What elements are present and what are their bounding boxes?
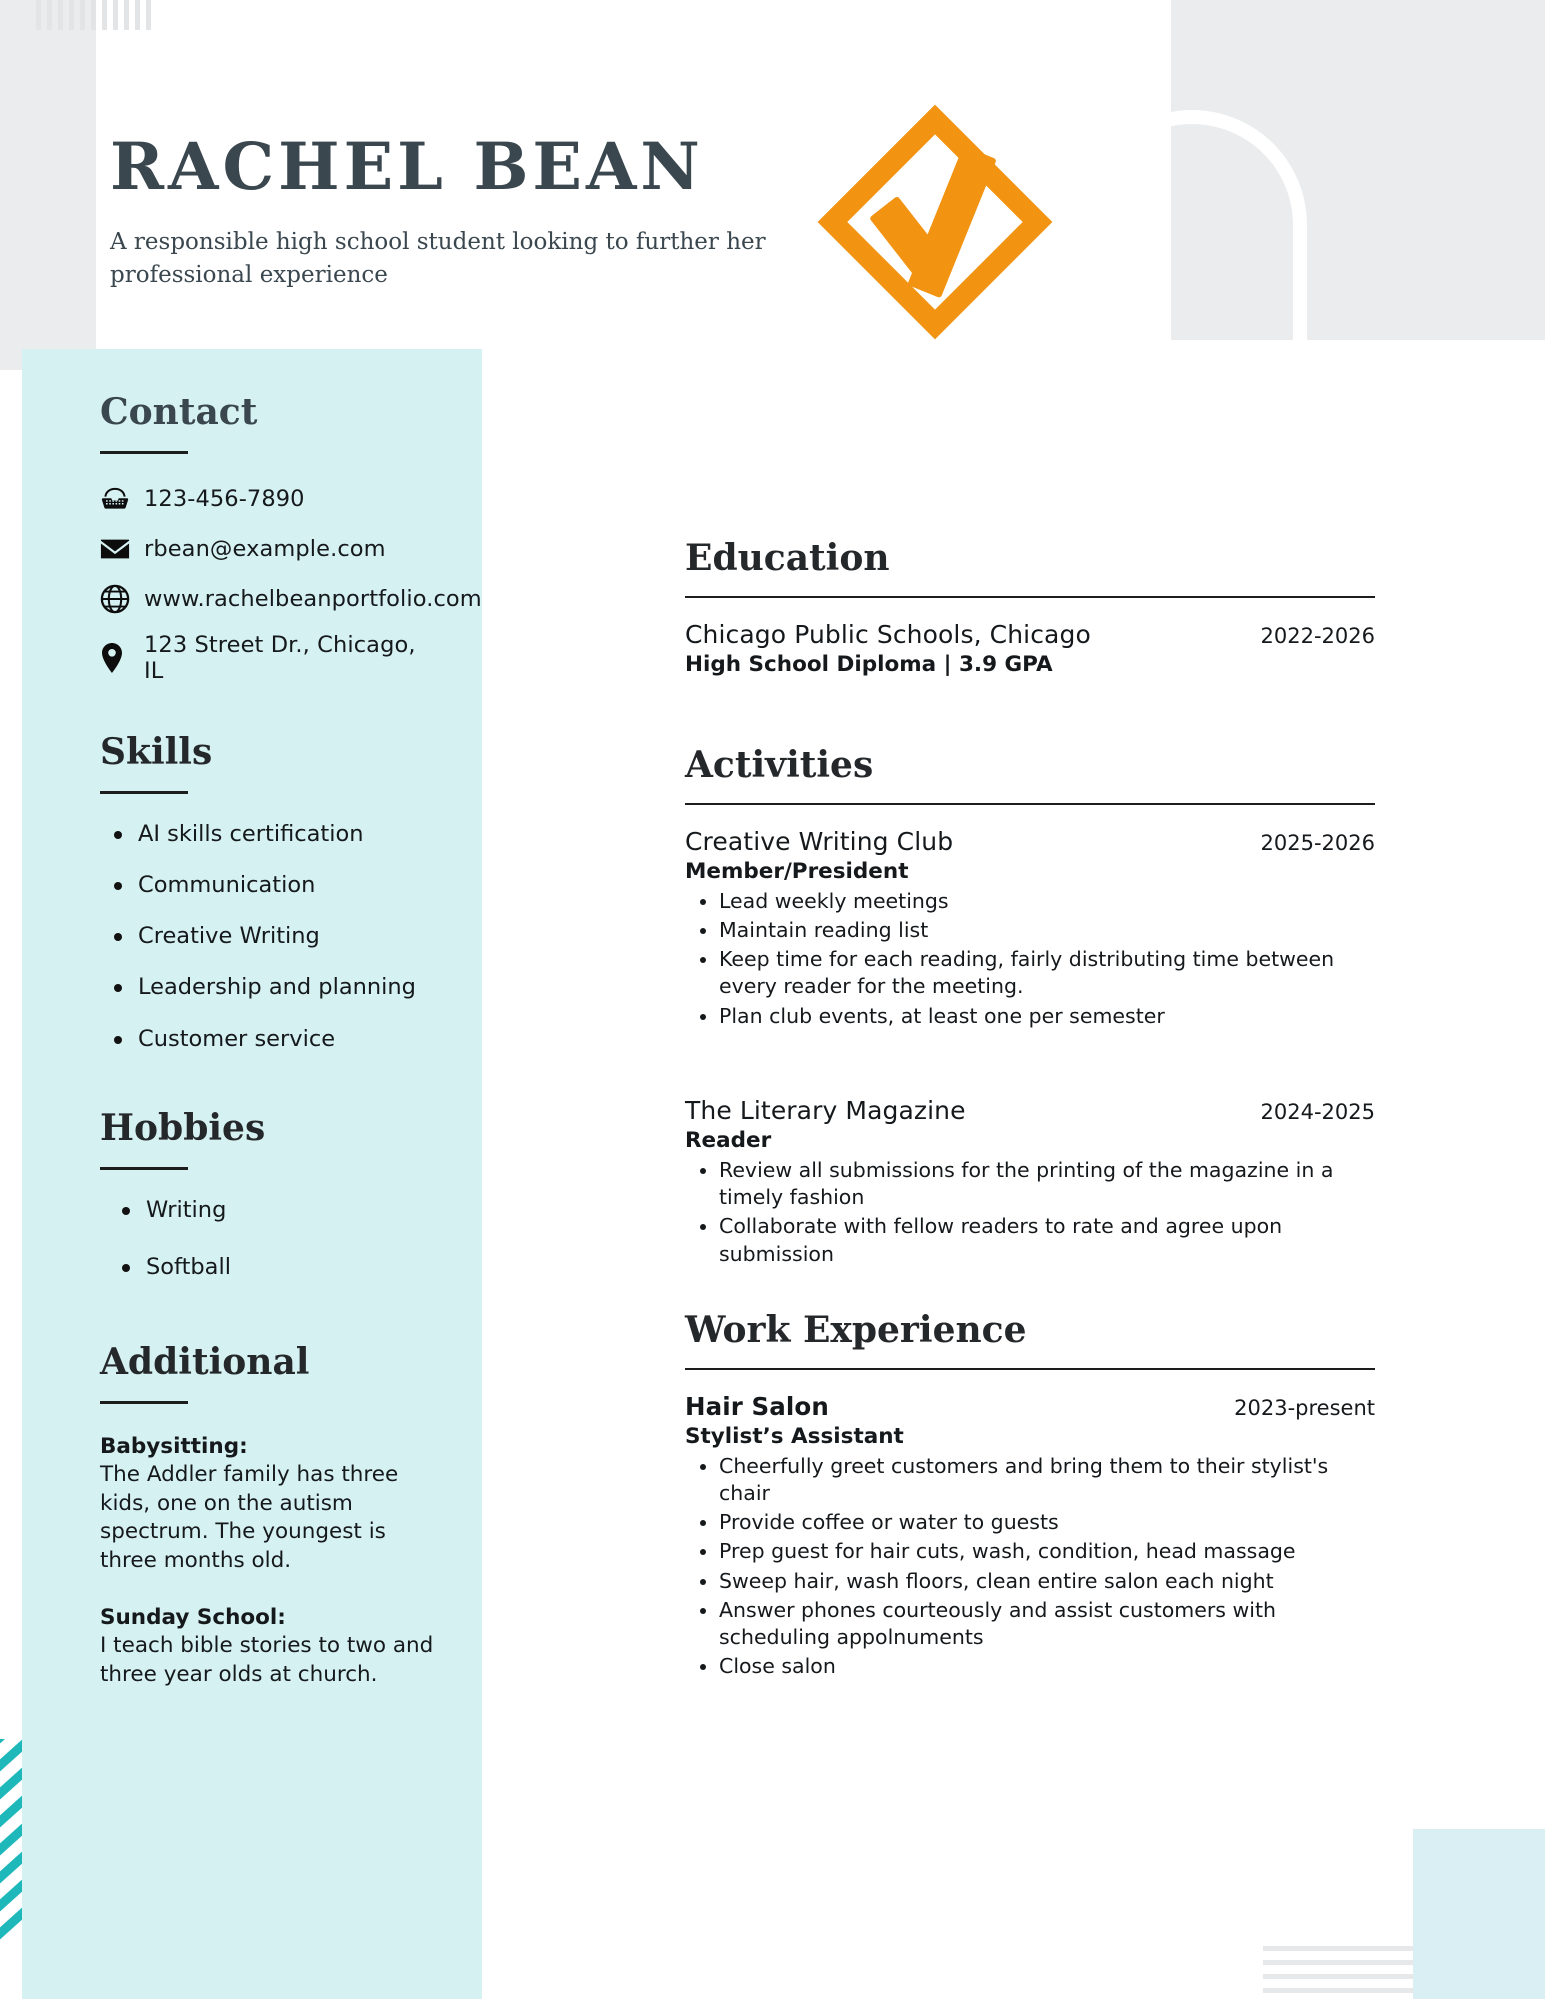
duties-list xyxy=(685,888,1375,1030)
contact-item-phone[interactable] xyxy=(100,482,442,516)
list-item: • Plan club events, at least one per semester xyxy=(719,1003,1375,1030)
main-content xyxy=(685,537,1375,1683)
list-item: Communication xyxy=(138,871,442,900)
list-item: • Close salon xyxy=(719,1653,1375,1680)
page-title: RACHEL BEAN xyxy=(110,129,704,205)
list-item: • Provide coffee or water to guests xyxy=(719,1509,1375,1536)
heading-rule xyxy=(100,451,188,454)
entry-role: High School Diploma | 3.9 GPA xyxy=(685,651,1053,677)
section-heading-education: Education xyxy=(685,537,890,579)
entry-date: 2023-present xyxy=(1234,1395,1375,1420)
list-item: Creative Writing xyxy=(138,922,442,951)
decor-lines-bottom-right xyxy=(1263,1935,1413,1999)
telephone-icon xyxy=(100,486,144,512)
entry-organization: Chicago Public Schools, Chicago xyxy=(685,619,1091,649)
section-heading-contact: Contact xyxy=(100,391,258,433)
education-entry xyxy=(685,620,1375,677)
list-item: Leadership and planning xyxy=(138,973,442,1002)
activity-entry-literary-magazine xyxy=(685,1096,1375,1268)
envelope-icon xyxy=(100,537,144,561)
header-tagline: A responsible high school student looking to further her professional experience xyxy=(110,228,766,288)
list-item: AI skills certification xyxy=(138,820,442,849)
section-heading-activities: Activities xyxy=(685,743,874,786)
list-item: • Maintain reading list xyxy=(719,917,1375,944)
heading-rule xyxy=(685,596,1375,598)
work-entry-hair-salon xyxy=(685,1392,1375,1681)
section-heading-hobbies: Hobbies xyxy=(100,1106,266,1149)
duties-list xyxy=(685,1157,1375,1268)
heading-rule xyxy=(685,1368,1375,1370)
entry-role: Member/President xyxy=(685,858,909,884)
heading-rule xyxy=(100,1167,188,1170)
additional-label: Babysitting: xyxy=(100,1433,248,1459)
decor-stripes-top-left xyxy=(36,0,156,30)
globe-icon xyxy=(100,584,144,614)
skills-list xyxy=(100,820,442,1054)
list-item: • Sweep hair, wash floors, clean entire salon each night xyxy=(719,1568,1375,1595)
duties-list xyxy=(685,1453,1375,1681)
activity-entry-creative-writing-club xyxy=(685,827,1375,1030)
map-pin-icon xyxy=(100,642,144,674)
heading-rule xyxy=(100,791,188,794)
entry-date: 2025-2026 xyxy=(1260,830,1375,855)
additional-text: The Addler family has three kids, one on the autism spectrum. The youngest is three months old. xyxy=(100,1461,399,1573)
list-item: • Cheerfully greet customers and bring them to their stylist's chair xyxy=(719,1453,1375,1508)
entry-organization: Creative Writing Club xyxy=(685,826,954,856)
list-item: • Keep time for each reading, fairly distributing time between every reader for the meeting. xyxy=(719,946,1375,1001)
entry-role: Reader xyxy=(685,1127,772,1153)
contact-value-email: rbean@example.com xyxy=(144,535,386,562)
contact-item-email[interactable] xyxy=(100,532,442,566)
section-heading-work-experience: Work Experience xyxy=(685,1308,1027,1351)
additional-label: Sunday School: xyxy=(100,1605,286,1631)
entry-date: 2022-2026 xyxy=(1260,623,1375,648)
list-item: • Collaborate with fellow readers to rate and agree upon submission xyxy=(719,1213,1375,1268)
entry-organization: The Literary Magazine xyxy=(685,1095,966,1125)
list-item: Customer service xyxy=(138,1025,442,1054)
decor-grey-block-top-left xyxy=(0,0,96,370)
graduation-check-logo xyxy=(808,95,1068,355)
decor-blue-block-bottom-right xyxy=(1413,1829,1545,1999)
heading-rule xyxy=(100,1401,188,1404)
hobbies-list xyxy=(100,1196,442,1283)
entry-role: Stylist’s Assistant xyxy=(685,1423,904,1449)
heading-rule xyxy=(685,803,1375,805)
list-item: Softball xyxy=(146,1253,442,1282)
list-item: • Prep guest for hair cuts, wash, condition, head massage xyxy=(719,1538,1375,1565)
sidebar xyxy=(22,349,482,1999)
entry-date: 2024-2025 xyxy=(1260,1099,1375,1124)
contact-list xyxy=(100,482,482,684)
list-item: Writing xyxy=(146,1196,442,1225)
decor-white-arc xyxy=(1077,110,1307,410)
section-heading-additional: Additional xyxy=(100,1341,310,1384)
additional-entry-sunday-school xyxy=(100,1603,442,1689)
list-item: • Answer phones courteously and assist customers with scheduling appolnuments xyxy=(719,1597,1375,1652)
list-item: • Review all submissions for the printing of the magazine in a timely fashion xyxy=(719,1157,1375,1212)
contact-item-address[interactable] xyxy=(100,632,442,684)
checkmark-icon xyxy=(880,141,1020,301)
contact-value-website: www.rachelbeanportfolio.com xyxy=(144,585,482,612)
additional-text: I teach bible stories to two and three year olds at church. xyxy=(100,1633,434,1687)
additional-entry-babysitting xyxy=(100,1432,442,1575)
list-item: • Lead weekly meetings xyxy=(719,888,1375,915)
entry-organization: Hair Salon xyxy=(685,1391,829,1421)
header xyxy=(110,129,810,292)
section-heading-skills: Skills xyxy=(100,730,213,773)
contact-value-address: 123 Street Dr., Chicago, IL xyxy=(144,631,416,684)
contact-value-phone: 123-456-7890 xyxy=(144,485,305,512)
contact-item-website[interactable] xyxy=(100,582,482,616)
